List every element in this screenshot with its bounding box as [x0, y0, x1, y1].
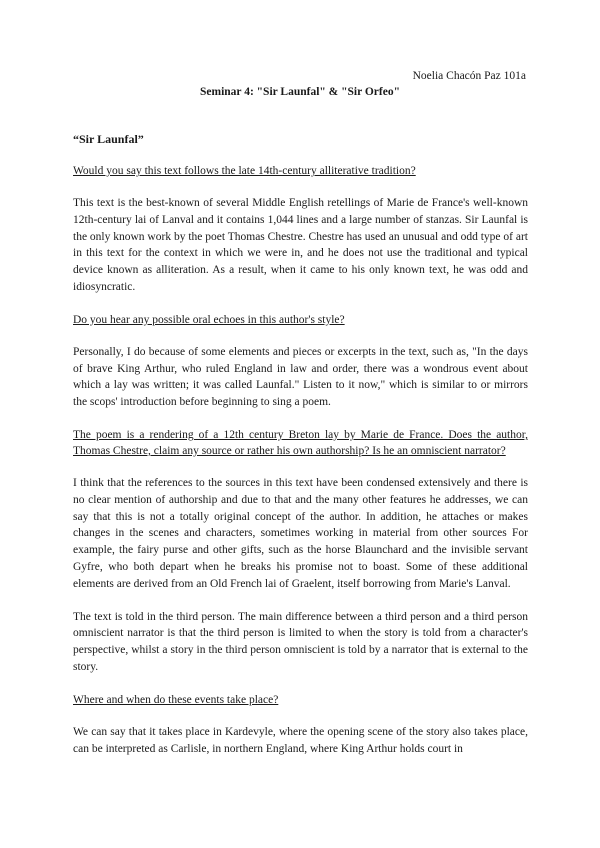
question-2: Do you hear any possible oral echoes in this author's style? — [73, 313, 345, 326]
question-3: The poem is a rendering of a 12th century Breton lay by Marie de France. Does the author, Thomas Chestre, claim any source or rather his own authorship? Is he an omniscient narrator? — [73, 428, 528, 457]
answer-paragraph: This text is the best-known of several Middle English retellings of Marie de France's well-known 12th-century lai of Lanval and it contains 1,044 lines and a large number of stanzas. Sir Launfal is the only known work by the poet Thomas Chestre. Chestre has used an unusual and odd type of art in this text for the context in which we were in, and he does not use the traditional and typical device known as alliteration. As a result, when it came to his only known text, he was odd and idiosyncratic. — [73, 197, 528, 293]
answer-paragraph: The text is told in the third person. The main difference between a third person and a third person omniscient narrator is that the third person is limited to when the story is told from a character's perspective, whilst a story in the third person omniscient is told by a narrator that is external to the story. — [73, 610, 528, 673]
question-4: Where and when do these events take place? — [73, 693, 279, 706]
answer-paragraph: Personally, I do because of some elements and pieces or excerpts in the text, such as, "In the days of brave King Arthur, who ruled England in law and order, there was a wondrous event about which a lay was written; it was called Launfal." Listen to it now," which is similar to or mirrors the scops' introduction before beginning to sing a poem. — [73, 345, 528, 409]
answer-paragraph: We can say that it takes place in Kardevyle, where the opening scene of the story also takes place, can be interpreted as Carlisle, in northern England, where King Arthur holds court in — [73, 725, 528, 755]
author-line: Noelia Chacón Paz 101a — [412, 70, 526, 82]
question-1: Would you say this text follows the late 14th-century alliterative tradition? — [73, 165, 416, 177]
document-body — [73, 132, 528, 773]
section-heading: “Sir Launfal” — [73, 132, 144, 146]
document-title: Seminar 4: "Sir Launfal" & "Sir Orfeo" — [200, 86, 400, 98]
answer-paragraph: I think that the references to the sources in this text have been condensed extensively and there is no clear mention of authorship and due to that and the many other features he addresses, we can say that this is not a totally original concept of the author. In addition, he attaches or makes changes in the scenes and characters, sometimes working in material from other sources For example, the fairy purse and other gifts, such as the horse Blaunchard and the invisible servant Gyfre, who both depart when he breaks his promise not to boast. Some of these additional elements are derived from an Old French lai of Graelent, itself borrowing from Marie's Lanval. — [73, 476, 528, 590]
